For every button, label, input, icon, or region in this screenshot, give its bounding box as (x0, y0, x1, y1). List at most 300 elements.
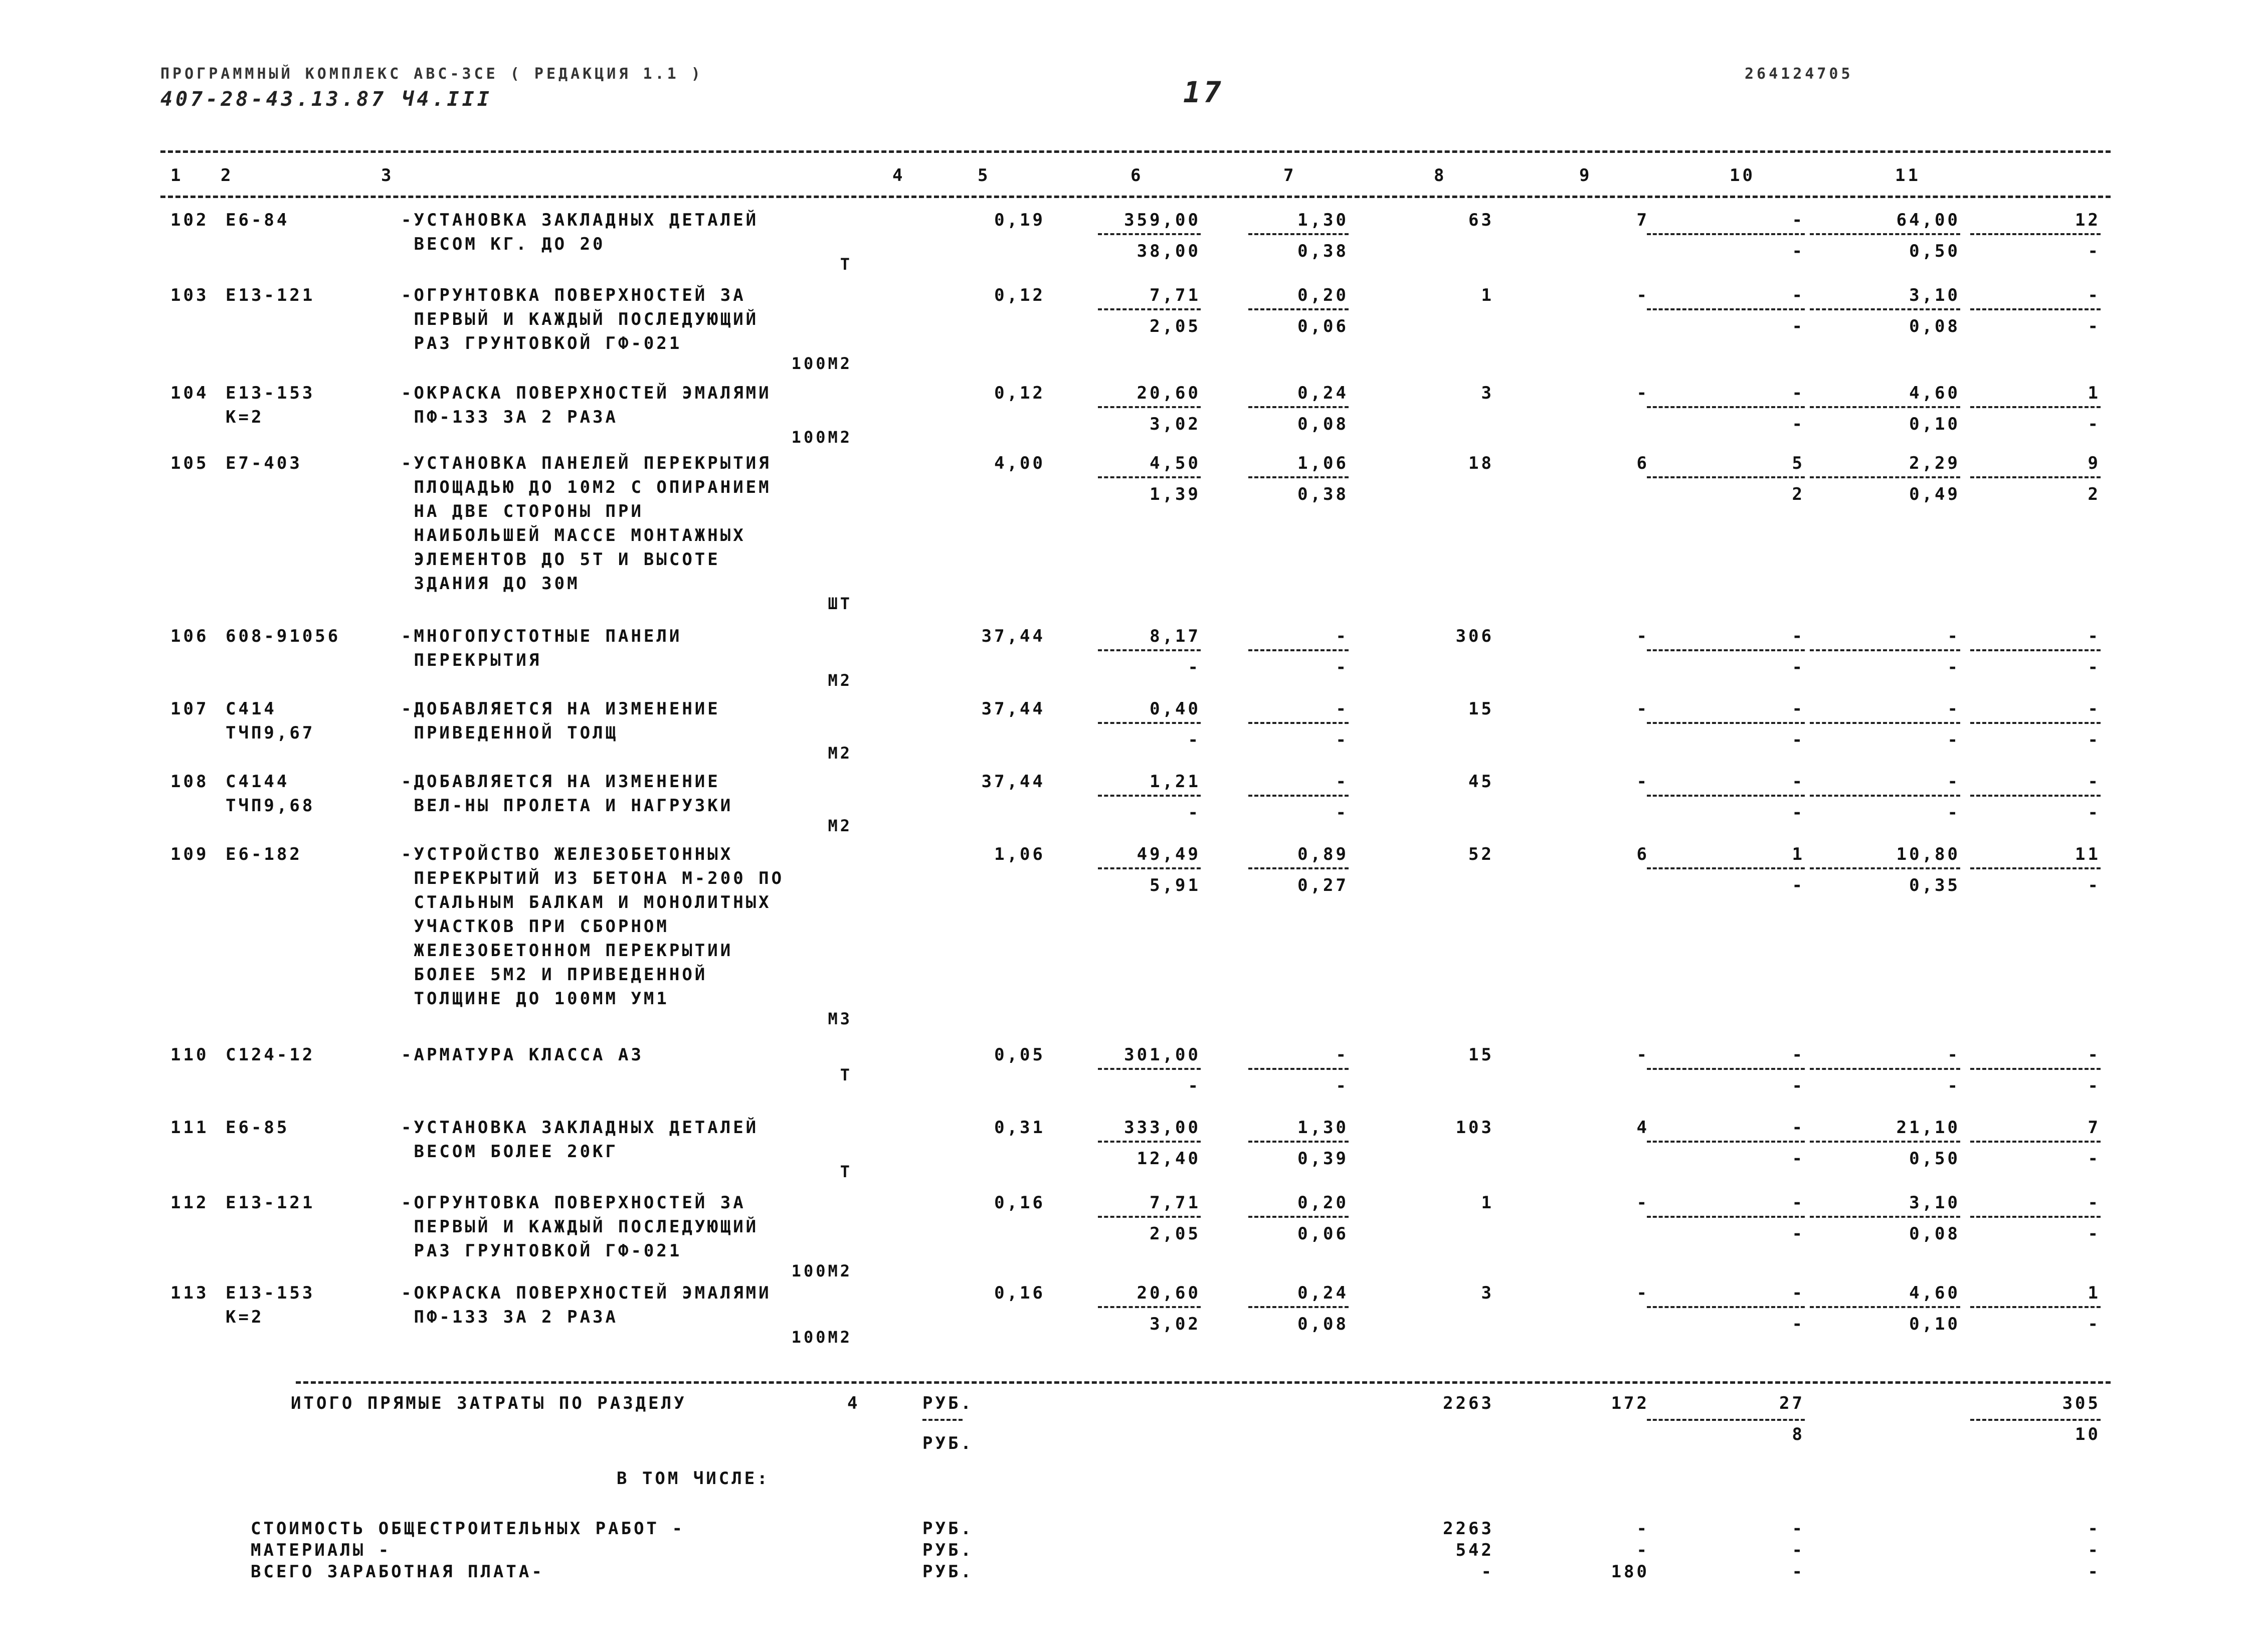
labor-total-machinists: - (2088, 730, 2101, 750)
labor-total: - (2088, 772, 2101, 792)
labor-total: 1 (2088, 1283, 2101, 1303)
cell-divider (1970, 1068, 2101, 1070)
unit-cost-wages: 38,00 (1137, 241, 1201, 261)
cell-divider (1970, 1306, 2101, 1308)
labor-costs: 3,10 (1909, 285, 1960, 305)
machine-wages: - (1792, 875, 1805, 895)
machine-wages: - (1792, 1149, 1805, 1169)
column-header-rule (160, 196, 2111, 198)
quantity: 0,31 (994, 1118, 1045, 1138)
cell-divider (1970, 1141, 2101, 1143)
rate-code: С4144 ТЧП9,68 (226, 772, 315, 816)
cell-divider (1098, 308, 1201, 310)
work-description: -ДОБАВЛЯЕТСЯ НА ИЗМЕНЕНИЕ ПРИВЕДЕННОЙ ТОЛЩ (401, 699, 720, 743)
labor-costs-machinists: 0,50 (1909, 1149, 1960, 1169)
labor-total: 12 (2075, 210, 2101, 230)
rate-code: Е7-403 (226, 453, 302, 473)
cell-divider (1098, 795, 1201, 797)
unit-cost-wages: 3,02 (1150, 1314, 1201, 1334)
unit-cost-machine-wages: 0,38 (1297, 484, 1349, 504)
labor-costs: 2,29 (1909, 453, 1960, 473)
unit-cost-total: 7,71 (1150, 285, 1201, 305)
labor-total: 11 (2075, 844, 2101, 864)
work-description: -ДОБАВЛЯЕТСЯ НА ИЗМЕНЕНИЕ ВЕЛ-НЫ ПРОЛЕТА И НАГРУЗКИ (401, 772, 733, 816)
column-number: 4 (892, 165, 905, 186)
breakdown-labor: - (2088, 1562, 2101, 1582)
quantity: 0,16 (994, 1283, 1045, 1303)
cell-divider (1810, 649, 1960, 651)
unit-cost-machines: 1,06 (1297, 453, 1349, 473)
labor-total-machinists: - (2088, 1076, 2101, 1096)
rate-code: С414 ТЧП9,67 (226, 699, 315, 743)
total-cost: 3 (1481, 1283, 1494, 1303)
work-description: -ОГРУНТОВКА ПОВЕРХНОСТЕЙ ЗА ПЕРВЫЙ И КАЖДЫЙ ПОСЛЕДУЮЩИЙ РАЗ ГРУНТОВКОЙ ГФ-021 (401, 1193, 759, 1261)
cell-divider (1810, 1141, 1960, 1143)
unit-of-measure: 100М2 (791, 1261, 852, 1280)
unit-cost-total: 49,49 (1137, 844, 1201, 864)
unit-cost-machine-wages: 0,08 (1297, 1314, 1349, 1334)
unit-cost-wages: 3,02 (1150, 414, 1201, 434)
work-description: -ОКРАСКА ПОВЕРХНОСТЕЙ ЭМАЛЯМИ ПФ-133 ЗА 2 РАЗА (401, 383, 772, 427)
rate-code: Е13-153 К=2 (226, 383, 315, 427)
cell-divider (1647, 476, 1805, 478)
cell-divider (1098, 722, 1201, 724)
cell-divider (1647, 233, 1805, 235)
total-cost: 15 (1468, 1045, 1494, 1065)
unit-cost-wages: - (1188, 657, 1201, 677)
row-number: 104 (170, 383, 209, 403)
machine-wages: - (1792, 803, 1805, 823)
breakdown-labor: - (2088, 1519, 2101, 1539)
cell-divider (1810, 308, 1960, 310)
work-description: -ОКРАСКА ПОВЕРХНОСТЕЙ ЭМАЛЯМИ ПФ-133 ЗА 2 РАЗА (401, 1283, 772, 1327)
cell-divider (1647, 867, 1805, 869)
cell-divider (1970, 795, 2101, 797)
cell-divider (1098, 649, 1201, 651)
unit-cost-machine-wages: 0,08 (1297, 414, 1349, 434)
labor-costs: 4,60 (1909, 1283, 1960, 1303)
total-wages: - (1636, 383, 1649, 403)
labor-total-machinists: - (2088, 414, 2101, 434)
unit-of-measure: ШТ (828, 594, 852, 613)
machine-cost: 1 (1792, 844, 1805, 864)
work-description: -АРМАТУРА КЛАССА А3 (401, 1045, 644, 1065)
cell-divider (1970, 476, 2101, 478)
unit-cost-machine-wages: - (1336, 803, 1349, 823)
machine-wages: - (1792, 316, 1805, 336)
work-description: -МНОГОПУСТОТНЫЕ ПАНЕЛИ ПЕРЕКРЫТИЯ (401, 626, 682, 670)
unit-cost-total: 4,50 (1150, 453, 1201, 473)
labor-costs: 3,10 (1909, 1193, 1960, 1213)
machine-wages: 2 (1792, 484, 1805, 504)
cell-divider (1098, 1306, 1201, 1308)
cell-divider (1970, 649, 2101, 651)
labor-total: - (2088, 699, 2101, 719)
column-number: 6 (1130, 165, 1144, 186)
machine-cost: - (1792, 626, 1805, 646)
labor-costs-machinists: 0,49 (1909, 484, 1960, 504)
cell-divider (1647, 406, 1805, 408)
unit-of-measure: М2 (828, 816, 852, 835)
unit-cost-total: 359,00 (1124, 210, 1201, 230)
unit-of-measure: Т (840, 1162, 852, 1181)
machine-cost: - (1792, 772, 1805, 792)
unit-cost-machine-wages: 0,06 (1297, 1224, 1349, 1244)
total-cost: 63 (1468, 210, 1494, 230)
total-wages: 6 (1636, 453, 1649, 473)
labor-costs-machinists: 0,08 (1909, 1224, 1960, 1244)
quantity: 0,19 (994, 210, 1045, 230)
quantity: 37,44 (981, 772, 1045, 792)
cell-divider (1970, 406, 2101, 408)
machine-cost: - (1792, 1283, 1805, 1303)
rate-code: 608-91056 (226, 626, 341, 646)
cell-divider (1248, 722, 1349, 724)
cell-divider (1248, 867, 1349, 869)
quantity: 37,44 (981, 626, 1045, 646)
labor-total: 9 (2088, 453, 2101, 473)
cell-divider (1810, 1306, 1960, 1308)
cell-divider (1647, 1216, 1805, 1218)
unit-cost-total: 7,71 (1150, 1193, 1201, 1213)
program-header: ПРОГРАММНЫЙ КОМПЛЕКС АВС-3СЕ ( РЕДАКЦИЯ 1.1 ) (160, 65, 703, 83)
column-number: 2 (221, 165, 234, 186)
cell-divider (922, 1419, 963, 1421)
total-cost: 1 (1481, 285, 1494, 305)
total-wages: - (1636, 1193, 1649, 1213)
unit-cost-total: 0,40 (1150, 699, 1201, 719)
unit-cost-total: 8,17 (1150, 626, 1201, 646)
unit-cost-machine-wages: - (1336, 657, 1349, 677)
rate-code: С124-12 (226, 1045, 315, 1065)
column-number: 7 (1283, 165, 1296, 186)
unit-cost-wages: - (1188, 803, 1201, 823)
cell-divider (1248, 1141, 1349, 1143)
cell-divider (1970, 1216, 2101, 1218)
total-wages: - (1636, 1283, 1649, 1303)
cell-divider (1248, 476, 1349, 478)
labor-total-machinists: - (2088, 1314, 2101, 1334)
breakdown-machine: - (1792, 1562, 1805, 1582)
cell-divider (1248, 649, 1349, 651)
column-number: 5 (978, 165, 991, 186)
cell-divider (1970, 867, 2101, 869)
total-wages: - (1636, 699, 1649, 719)
breakdown-currency: РУБ. (922, 1519, 974, 1539)
labor-costs-machinists: 0,35 (1909, 875, 1960, 895)
unit-of-measure: Т (840, 255, 852, 274)
machine-wages: - (1792, 730, 1805, 750)
breakdown-cost: 542 (1455, 1540, 1494, 1560)
unit-cost-total: 1,21 (1150, 772, 1201, 792)
unit-cost-machines: 0,24 (1297, 1283, 1349, 1303)
unit-cost-machine-wages: - (1336, 1076, 1349, 1096)
table-top-rule (160, 150, 2111, 153)
total-cost: 18 (1468, 453, 1494, 473)
rate-code: Е6-84 (226, 210, 290, 230)
row-number: 107 (170, 699, 209, 719)
cell-divider (1647, 1306, 1805, 1308)
cell-divider (1647, 1419, 1805, 1421)
cell-divider (1810, 722, 1960, 724)
cell-divider (1647, 308, 1805, 310)
rate-code: Е6-85 (226, 1118, 290, 1138)
cell-divider (1248, 233, 1349, 235)
column-number: 9 (1579, 165, 1592, 186)
unit-cost-total: 20,60 (1137, 1283, 1201, 1303)
total-machine-cost: 27 (1779, 1393, 1805, 1413)
cell-divider (1098, 406, 1201, 408)
row-number: 109 (170, 844, 209, 864)
unit-of-measure: Т (840, 1065, 852, 1084)
labor-costs: - (1947, 699, 1960, 719)
labor-total-machinists: 2 (2088, 484, 2101, 504)
total-wages: - (1636, 626, 1649, 646)
labor-costs: 10,80 (1896, 844, 1960, 864)
unit-cost-machines: 0,20 (1297, 1193, 1349, 1213)
rate-code: Е13-121 (226, 1193, 315, 1213)
machine-cost: - (1792, 1118, 1805, 1138)
breakdown-cost: 2263 (1443, 1519, 1494, 1539)
labor-costs-machinists: - (1947, 1076, 1960, 1096)
machine-wages: - (1792, 414, 1805, 434)
cell-divider (1810, 867, 1960, 869)
total-cost: 1 (1481, 1193, 1494, 1213)
unit-cost-wages: 5,91 (1150, 875, 1201, 895)
total-labor-machinists: 10 (2075, 1424, 2101, 1444)
unit-of-measure: 100М2 (791, 1328, 852, 1347)
unit-of-measure: М2 (828, 671, 852, 690)
row-number: 113 (170, 1283, 209, 1303)
column-number: 10 (1730, 165, 1755, 186)
labor-total-machinists: - (2088, 1149, 2101, 1169)
labor-total: - (2088, 626, 2101, 646)
unit-cost-wages: 1,39 (1150, 484, 1201, 504)
cell-divider (1098, 1216, 1201, 1218)
total-cost: 306 (1455, 626, 1494, 646)
labor-costs: - (1947, 626, 1960, 646)
total-currency-wages: РУБ. (922, 1433, 974, 1453)
project-number: 407-28-43.13.87 Ч4.III (160, 88, 492, 111)
total-wages: 6 (1636, 844, 1649, 864)
row-number: 108 (170, 772, 209, 792)
labor-total-machinists: - (2088, 316, 2101, 336)
unit-cost-machine-wages: 0,27 (1297, 875, 1349, 895)
column-number: 8 (1434, 165, 1447, 186)
breakdown-wages: - (1636, 1540, 1649, 1560)
cell-divider (1970, 308, 2101, 310)
cell-divider (1647, 1141, 1805, 1143)
cell-divider (1248, 1216, 1349, 1218)
cell-divider (1098, 867, 1201, 869)
machine-cost: - (1792, 699, 1805, 719)
quantity: 0,12 (994, 285, 1045, 305)
column-number: 1 (170, 165, 183, 186)
row-number: 102 (170, 210, 209, 230)
total-cost-sum: 2263 (1443, 1393, 1494, 1413)
labor-total-machinists: - (2088, 241, 2101, 261)
work-description: -УСТАНОВКА ЗАКЛАДНЫХ ДЕТАЛЕЙ ВЕСОМ КГ. ДО 20 (401, 210, 759, 254)
unit-cost-total: 20,60 (1137, 383, 1201, 403)
total-labor: 305 (2062, 1393, 2101, 1413)
cell-divider (1647, 722, 1805, 724)
unit-cost-machines: - (1336, 1045, 1349, 1065)
work-description: -УСТАНОВКА ПАНЕЛЕЙ ПЕРЕКРЫТИЯ ПЛОЩАДЬЮ ДО 10М2 С ОПИРАНИЕМ НА ДВЕ СТОРОНЫ ПРИ НАИБОЛЬШЕЙ МАССЕ МОНТАЖНЫХ ЭЛЕМЕНТОВ ДО 5Т И ВЫСОТЕ ЗДАНИЯ ДО 30М (401, 453, 772, 594)
cell-divider (1248, 406, 1349, 408)
unit-cost-wages: - (1188, 730, 1201, 750)
labor-total: - (2088, 1045, 2101, 1065)
unit-cost-machines: 1,30 (1297, 1118, 1349, 1138)
rate-code: Е6-182 (226, 844, 302, 864)
machine-cost: - (1792, 383, 1805, 403)
machine-cost: - (1792, 1193, 1805, 1213)
row-number: 105 (170, 453, 209, 473)
quantity: 0,12 (994, 383, 1045, 403)
cell-divider (1810, 1216, 1960, 1218)
breakdown-machine: - (1792, 1519, 1805, 1539)
unit-cost-machine-wages: 0,39 (1297, 1149, 1349, 1169)
labor-costs: 64,00 (1896, 210, 1960, 230)
unit-cost-total: 301,00 (1124, 1045, 1201, 1065)
work-description: -УСТАНОВКА ЗАКЛАДНЫХ ДЕТАЛЕЙ ВЕСОМ БОЛЕЕ 20КГ (401, 1118, 759, 1162)
total-wages: 7 (1636, 210, 1649, 230)
labor-total: 1 (2088, 383, 2101, 403)
total-section: 4 (847, 1393, 860, 1413)
machine-cost: - (1792, 285, 1805, 305)
rate-code: Е13-153 К=2 (226, 1283, 315, 1327)
quantity: 0,16 (994, 1193, 1045, 1213)
row-number: 106 (170, 626, 209, 646)
labor-costs: - (1947, 772, 1960, 792)
total-label: ИТОГО ПРЯМЫЕ ЗАТРАТЫ ПО РАЗДЕЛУ (291, 1393, 687, 1413)
labor-total: 7 (2088, 1118, 2101, 1138)
labor-total: - (2088, 285, 2101, 305)
machine-cost: 5 (1792, 453, 1805, 473)
page-number: 17 (1183, 75, 1224, 109)
cell-divider (1810, 476, 1960, 478)
labor-costs-machinists: 0,50 (1909, 241, 1960, 261)
labor-total-machinists: - (2088, 1224, 2101, 1244)
unit-cost-total: 333,00 (1124, 1118, 1201, 1138)
breakdown-wages: - (1636, 1519, 1649, 1539)
cell-divider (1098, 233, 1201, 235)
unit-cost-machines: - (1336, 626, 1349, 646)
unit-cost-wages: 12,40 (1137, 1149, 1201, 1169)
machine-cost: - (1792, 210, 1805, 230)
cell-divider (1098, 1141, 1201, 1143)
total-machine-wages: 8 (1792, 1424, 1805, 1444)
total-wages: - (1636, 772, 1649, 792)
labor-total: - (2088, 1193, 2101, 1213)
total-wages: - (1636, 1045, 1649, 1065)
unit-cost-machines: 0,89 (1297, 844, 1349, 864)
total-wages: 4 (1636, 1118, 1649, 1138)
unit-cost-machines: - (1336, 699, 1349, 719)
document-code: 264124705 (1745, 65, 1853, 83)
column-number: 3 (381, 165, 394, 186)
unit-cost-machines: 1,30 (1297, 210, 1349, 230)
total-top-rule (296, 1381, 2111, 1384)
breakdown-currency: РУБ. (922, 1540, 974, 1560)
quantity: 0,05 (994, 1045, 1045, 1065)
labor-costs: - (1947, 1045, 1960, 1065)
unit-cost-machine-wages: 0,06 (1297, 316, 1349, 336)
cell-divider (1248, 308, 1349, 310)
cell-divider (1248, 1306, 1349, 1308)
breakdown-machine: - (1792, 1540, 1805, 1560)
breakdown-labor: - (2088, 1540, 2101, 1560)
row-number: 112 (170, 1193, 209, 1213)
labor-costs: 4,60 (1909, 383, 1960, 403)
unit-cost-wages: 2,05 (1150, 1224, 1201, 1244)
total-cost: 103 (1455, 1118, 1494, 1138)
breakdown-label: ВСЕГО ЗАРАБОТНАЯ ПЛАТА- (251, 1562, 544, 1582)
cell-divider (1647, 795, 1805, 797)
unit-of-measure: 100М2 (791, 428, 852, 447)
unit-of-measure: М3 (828, 1009, 852, 1028)
cell-divider (1810, 1068, 1960, 1070)
machine-wages: - (1792, 657, 1805, 677)
labor-total-machinists: - (2088, 657, 2101, 677)
unit-cost-machines: 0,20 (1297, 285, 1349, 305)
labor-costs-machinists: - (1947, 803, 1960, 823)
cell-divider (1810, 795, 1960, 797)
row-number: 110 (170, 1045, 209, 1065)
cell-divider (1248, 795, 1349, 797)
unit-cost-machine-wages: - (1336, 730, 1349, 750)
labor-costs: 21,10 (1896, 1118, 1960, 1138)
labor-costs-machinists: 0,08 (1909, 316, 1960, 336)
labor-costs-machinists: - (1947, 730, 1960, 750)
unit-cost-machines: 0,24 (1297, 383, 1349, 403)
quantity: 4,00 (994, 453, 1045, 473)
machine-wages: - (1792, 241, 1805, 261)
unit-of-measure: М2 (828, 744, 852, 763)
total-wages-sum: 172 (1611, 1393, 1649, 1413)
cell-divider (1098, 476, 1201, 478)
breakdown-label: СТОИМОСТЬ ОБЩЕСТРОИТЕЛЬНЫХ РАБОТ - (251, 1519, 685, 1539)
labor-total-machinists: - (2088, 875, 2101, 895)
breakdown-currency: РУБ. (922, 1562, 974, 1582)
cell-divider (1647, 1068, 1805, 1070)
unit-cost-machine-wages: 0,38 (1297, 241, 1349, 261)
labor-costs-machinists: 0,10 (1909, 1314, 1960, 1334)
cell-divider (1970, 1419, 2101, 1421)
cell-divider (1098, 1068, 1201, 1070)
cell-divider (1248, 1068, 1349, 1070)
work-description: -ОГРУНТОВКА ПОВЕРХНОСТЕЙ ЗА ПЕРВЫЙ И КАЖДЫЙ ПОСЛЕДУЮЩИЙ РАЗ ГРУНТОВКОЙ ГФ-021 (401, 285, 759, 353)
cell-divider (1970, 722, 2101, 724)
cell-divider (1810, 233, 1960, 235)
labor-costs-machinists: 0,10 (1909, 414, 1960, 434)
cell-divider (1810, 406, 1960, 408)
total-cost: 15 (1468, 699, 1494, 719)
unit-cost-wages: - (1188, 1076, 1201, 1096)
including-title: В ТОМ ЧИСЛЕ: (617, 1469, 770, 1489)
work-description: -УСТРОЙСТВО ЖЕЛЕЗОБЕТОННЫХ ПЕРЕКРЫТИЙ ИЗ БЕТОНА М-200 ПО СТАЛЬНЫМ БАЛКАМ И МОНОЛИТНЫХ УЧАСТКОВ ПРИ СБОРНОМ ЖЕЛЕЗОБЕТОННОМ ПЕРЕКРЫТИИ БОЛЕЕ 5М2 И ПРИВЕДЕННОЙ ТОЛЩИНЕ ДО 100ММ УМ1 (401, 844, 785, 1009)
machine-wages: - (1792, 1076, 1805, 1096)
unit-cost-wages: 2,05 (1150, 316, 1201, 336)
quantity: 1,06 (994, 844, 1045, 864)
machine-wages: - (1792, 1314, 1805, 1334)
rate-code: Е13-121 (226, 285, 315, 305)
total-wages: - (1636, 285, 1649, 305)
breakdown-label: МАТЕРИАЛЫ - (251, 1540, 392, 1560)
row-number: 111 (170, 1118, 209, 1138)
machine-cost: - (1792, 1045, 1805, 1065)
labor-costs-machinists: - (1947, 657, 1960, 677)
breakdown-wages: 180 (1611, 1562, 1649, 1582)
